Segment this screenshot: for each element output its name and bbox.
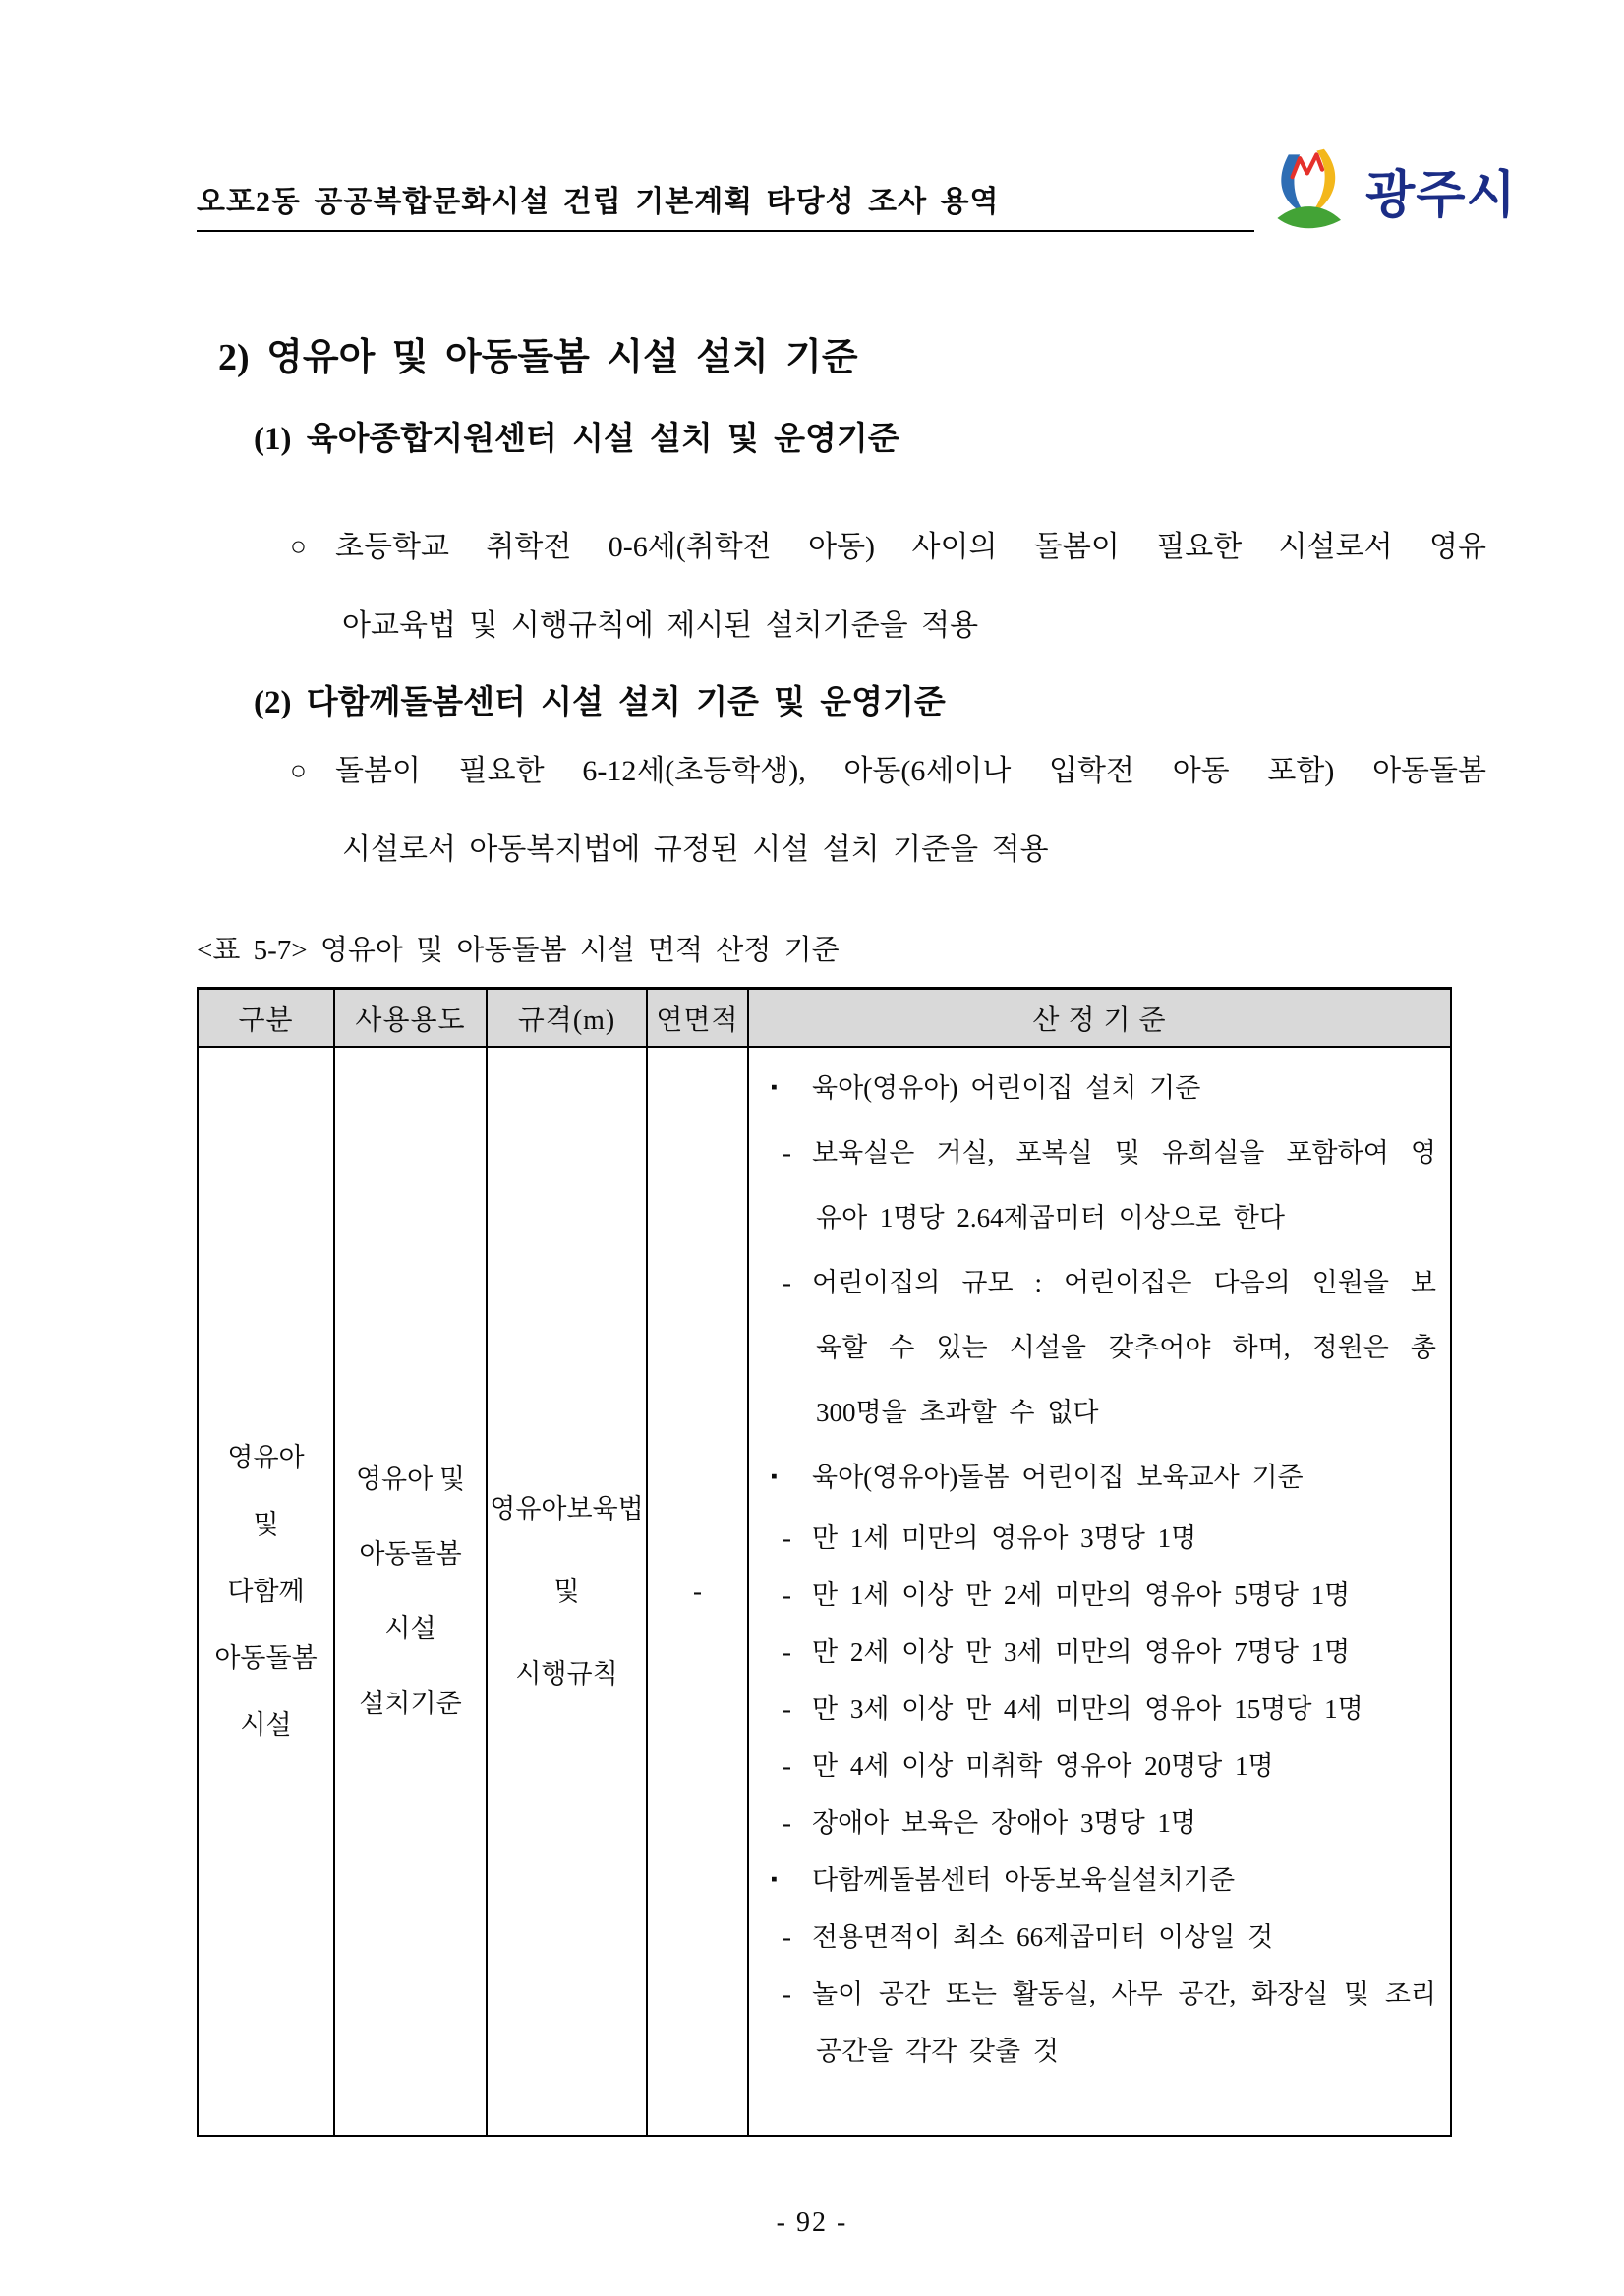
- column-header-usage: 사용용도: [335, 990, 488, 1046]
- criteria-line: [749, 1795, 1436, 1852]
- cell-floor-area: [648, 1048, 749, 2135]
- bullet-line: 초등학교 취학전 0-6세(취학전 아동) 사이의 돌봄이 필요한 시설로서 영유: [335, 531, 1486, 563]
- square-bullet-icon: ▪: [771, 1869, 778, 1890]
- standard-line: 및: [553, 1577, 580, 1606]
- criteria-text: 만 4세 이상 미취학 영유아 20명당 1명: [812, 1751, 1274, 1781]
- bullet-paragraph-2: [290, 732, 1486, 890]
- category-line: 다함께: [227, 1577, 305, 1606]
- cell-criteria: [749, 1048, 1450, 2135]
- subsection-heading-1: (1) 육아종합지원센터 시설 설치 및 운영기준: [254, 422, 899, 457]
- logo-wordmark: 광주시: [1365, 167, 1517, 224]
- gwangju-city-logo: [1266, 144, 1522, 237]
- criteria-line: [749, 1185, 1436, 1250]
- criteria-text: 육아(영유아)돌봄 어린이집 보육교사 기준: [812, 1463, 1304, 1492]
- dash-bullet-icon: -: [783, 1523, 791, 1553]
- criteria-text: 육아(영유아) 어린이집 설치 기준: [812, 1073, 1201, 1103]
- column-header-standard: 규격(m): [488, 990, 648, 1046]
- cell-standard: [488, 1048, 648, 2135]
- criteria-line: [749, 2023, 1436, 2080]
- header-divider: [197, 230, 1254, 232]
- criteria-line: [749, 1624, 1436, 1681]
- criteria-text: 유아 1명당 2.64제곱미터 이상으로 한다: [816, 1203, 1285, 1233]
- criteria-line: [749, 1510, 1436, 1567]
- usage-line: 영유아 및: [355, 1464, 466, 1494]
- square-bullet-icon: ▪: [771, 1077, 778, 1098]
- criteria-text: 만 3세 이상 만 4세 미만의 영유아 15명당 1명: [812, 1694, 1363, 1724]
- criteria-text: 만 1세 이상 만 2세 미만의 영유아 5명당 1명: [812, 1580, 1351, 1610]
- gwangju-emblem-icon: [1266, 144, 1360, 237]
- criteria-line: [749, 1681, 1436, 1738]
- criteria-text: 전용면적이 최소 66제곱미터 이상일 것: [812, 1923, 1274, 1952]
- criteria-line: [749, 1250, 1436, 1315]
- criteria-text: 공간을 각각 갖출 것: [816, 2037, 1059, 2066]
- dash-bullet-icon: -: [783, 1751, 791, 1781]
- criteria-text: 만 2세 이상 만 3세 미만의 영유아 7명당 1명: [812, 1637, 1351, 1667]
- criteria-line: [749, 1738, 1436, 1795]
- bullet-paragraph-1: [290, 508, 1486, 665]
- report-header-title: 오포2동 공공복합문화시설 건립 기본계획 타당성 조사 용역: [197, 186, 1000, 218]
- criteria-text: 어린이집의 규모 : 어린이집은 다음의 인원을 보: [812, 1268, 1436, 1297]
- criteria-line: [749, 1909, 1436, 1966]
- column-header-criteria: 산 정 기 준: [1032, 1004, 1167, 1036]
- usage-line: 시설: [384, 1614, 436, 1643]
- criteria-text: 육할 수 있는 시설을 갖추어야 하며, 정원은 총: [816, 1333, 1436, 1362]
- column-header-category: 구분: [199, 990, 335, 1046]
- criteria-line: [749, 1567, 1436, 1624]
- circle-bullet-icon: ○: [290, 532, 307, 562]
- table-row: [199, 1048, 1450, 2135]
- category-line: 아동돌봄: [214, 1643, 318, 1673]
- criteria-line: [749, 1056, 1436, 1120]
- bullet-line: 돌봄이 필요한 6-12세(초등학생), 아동(6세이나 입학전 아동 포함) 아동돌봄: [335, 755, 1486, 787]
- criteria-line: [749, 1120, 1436, 1185]
- criteria-text: 만 1세 미만의 영유아 3명당 1명: [812, 1523, 1197, 1553]
- criteria-text: 놀이 공간 또는 활동실, 사무 공간, 화장실 및 조리: [812, 1980, 1436, 2009]
- standard-line: 영유아보육법: [490, 1494, 644, 1523]
- bullet-line: 시설로서 아동복지법에 규정된 시설 설치 기준을 적용: [342, 833, 1049, 866]
- dash-bullet-icon: -: [783, 1268, 791, 1297]
- dash-bullet-icon: -: [783, 1694, 791, 1724]
- column-header-floor-area: 연면적: [648, 990, 749, 1046]
- criteria-text: 보육실은 거실, 포복실 및 유희실을 포함하여 영: [812, 1138, 1436, 1168]
- square-bullet-icon: ▪: [771, 1466, 778, 1487]
- criteria-line: [749, 1380, 1436, 1445]
- dash-bullet-icon: -: [783, 1138, 791, 1168]
- dash-bullet-icon: -: [783, 1637, 791, 1667]
- dash-bullet-icon: -: [783, 1580, 791, 1610]
- criteria-line: [749, 1445, 1436, 1510]
- usage-line: 설치기준: [359, 1689, 462, 1718]
- dash-bullet-icon: -: [783, 1980, 791, 2009]
- usage-line: 아동돌봄: [359, 1539, 462, 1569]
- criteria-line: [749, 1852, 1436, 1909]
- facility-criteria-table: [197, 987, 1452, 2137]
- table-header-row: [199, 990, 1450, 1048]
- criteria-line: [749, 1315, 1436, 1380]
- subsection-heading-2: (2) 다함께돌봄센터 시설 설치 기준 및 운영기준: [254, 685, 946, 720]
- bullet-line: 아교육법 및 시행규칙에 제시된 설치기준을 적용: [342, 609, 979, 642]
- circle-bullet-icon: ○: [290, 756, 307, 786]
- section-heading: 2) 영유아 및 아동돌봄 시설 설치 기준: [218, 337, 858, 378]
- page-number: - 92 -: [776, 2208, 848, 2238]
- category-line: 시설: [240, 1710, 292, 1740]
- cell-usage: [335, 1048, 488, 2135]
- category-line: 영유아: [227, 1443, 305, 1472]
- cell-category: [199, 1048, 335, 2135]
- criteria-line: [749, 1966, 1436, 2023]
- criteria-text: 장애아 보육은 장애아 3명당 1명: [812, 1808, 1196, 1838]
- floor-area-value: -: [693, 1577, 702, 1606]
- standard-line: 시행규칙: [515, 1659, 618, 1689]
- dash-bullet-icon: -: [783, 1808, 791, 1838]
- criteria-text: 다함께돌봄센터 아동보육실설치기준: [812, 1866, 1236, 1895]
- category-line: 및: [253, 1510, 279, 1539]
- dash-bullet-icon: -: [783, 1923, 791, 1952]
- table-caption: <표 5-7> 영유아 및 아동돌봄 시설 면적 산정 기준: [197, 935, 840, 966]
- criteria-text: 300명을 초과할 수 없다: [816, 1398, 1099, 1427]
